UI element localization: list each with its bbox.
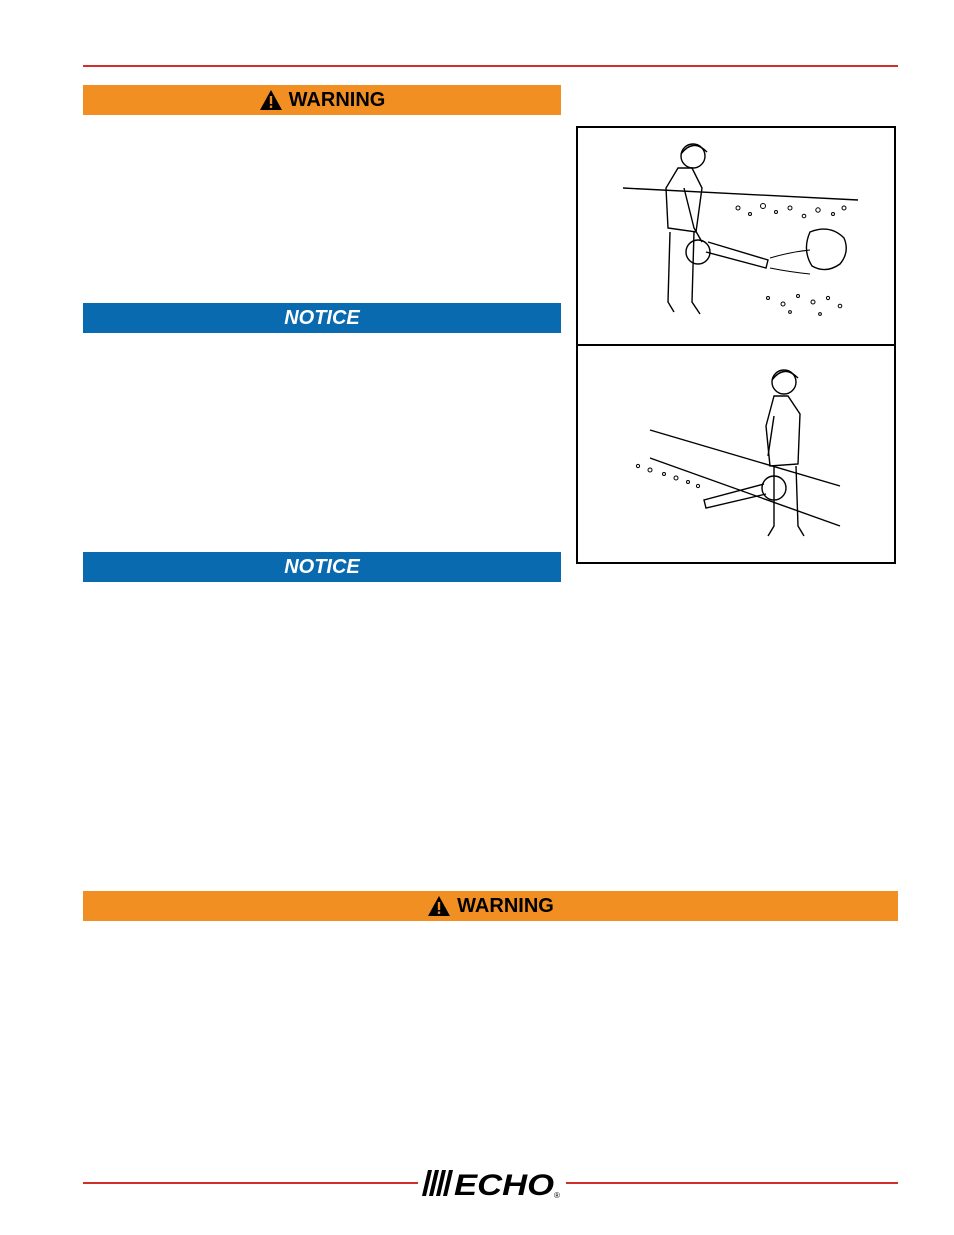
echo-logo-text: ECHO (454, 1169, 554, 1200)
registered-mark: ® (554, 1191, 560, 1200)
header-rule (83, 65, 898, 67)
warning-label: WARNING (288, 88, 386, 111)
warning-banner-bottom (83, 891, 898, 921)
figure-operator-blowing-edge (576, 344, 896, 564)
notice-label: NOTICE (284, 306, 360, 329)
warning-label: WARNING (457, 894, 554, 917)
figure-operator-blowing-debris (576, 126, 896, 346)
notice-banner-1 (83, 303, 561, 333)
operator-blower-edge-illustration (578, 346, 894, 562)
warning-triangle-icon (259, 89, 283, 111)
notice-banner-2 (83, 552, 561, 582)
warning-triangle-icon (427, 895, 451, 917)
footer-rule-right (566, 1182, 898, 1184)
operator-blower-illustration (578, 128, 894, 344)
echo-logo-mark (420, 1166, 566, 1200)
echo-logo (420, 1166, 566, 1200)
notice-label: NOTICE (284, 555, 360, 578)
warning-banner-top (83, 85, 561, 115)
footer-rule-left (83, 1182, 418, 1184)
